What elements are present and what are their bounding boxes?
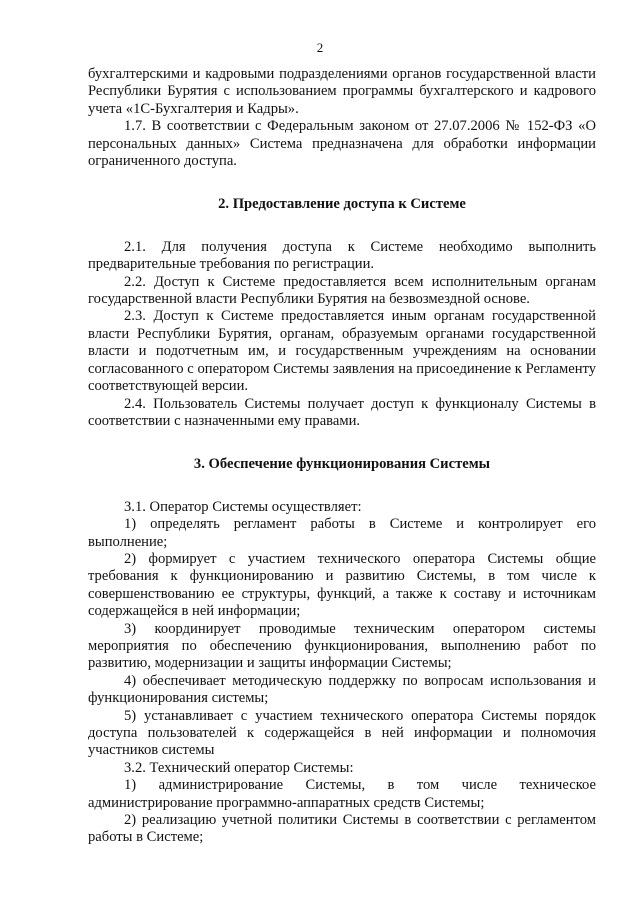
paragraph-2-2: 2.2. Доступ к Системе предоставляется всем исполнительным органам государственной власти Республики Бурятия на безвозмездной основе.: [88, 273, 596, 308]
paragraph-2-3: 2.3. Доступ к Системе предоставляется иным органам государственной власти Республики Бурятия, органам, образуемым органами государственной власти и подотчетным им, и государственным учреждениям на основании согласованного с оператором Системы заявления на присоединение к Регламенту соответствующей версии.: [88, 308, 596, 395]
list-item-3-1-3: 3) координирует проводимые техническим оператором системы мероприятия по обеспечению функционирования, выполнению работ по развитию, модернизации и защиты информации Системы;: [88, 620, 596, 672]
paragraph-2-1: 2.1. Для получения доступа к Системе необходимо выполнить предварительные требования по регистрации.: [88, 238, 596, 273]
paragraph-1-7: 1.7. В соответствии с Федеральным законом от 27.07.2006 № 152-ФЗ «О персональных данных» Система предназначена для обработки информации ограниченного доступа.: [88, 118, 596, 170]
list-item-3-2-2: 2) реализацию учетной политики Системы в соответствии с регламентом работы в Системе;: [88, 812, 596, 846]
document-body: [88, 66, 596, 847]
page-number: 2: [316, 40, 324, 55]
paragraph-2-4: 2.4. Пользователь Системы получает доступ к функционалу Системы в соответствии с назначенными ему правами.: [88, 395, 596, 429]
paragraph-3-2: 3.2. Технический оператор Системы:: [124, 759, 354, 776]
paragraph-continuation: бухгалтерскими и кадровыми подразделениями органов государственной власти Республики Бурятия с использованием программы бухгалтерского и кадрового учета «1С-Бухгалтерия и Кадры».: [88, 66, 596, 117]
list-item-3-1-4: 4) обеспечивает методическую поддержку по вопросам использования и функционирования системы;: [88, 672, 596, 707]
list-item-3-1-2: 2) формирует с участием технического оператора Системы общие требования к функционированию и развитию Системы, в том числе к совершенствованию ее структуры, функций, а также к составу и источникам содержащейся в ней информации;: [88, 550, 596, 620]
section-heading-3: 3. Обеспечение функционирования Системы: [193, 456, 491, 473]
list-item-3-2-1: 1) администрирование Системы, в том числе техническое администрирование программно-аппаратных средств Системы;: [88, 777, 596, 811]
paragraph-3-1: 3.1. Оператор Системы осуществляет:: [124, 498, 362, 515]
section-heading-2: 2. Предоставление доступа к Системе: [218, 196, 466, 213]
list-item-3-1-5: 5) устанавливает с участием технического оператора Системы порядок доступа пользователей к содержащейся в ней информации и полномочия участников системы: [88, 707, 596, 759]
list-item-3-1-1: 1) определять регламент работы в Системе и контролирует его выполнение;: [88, 516, 596, 550]
